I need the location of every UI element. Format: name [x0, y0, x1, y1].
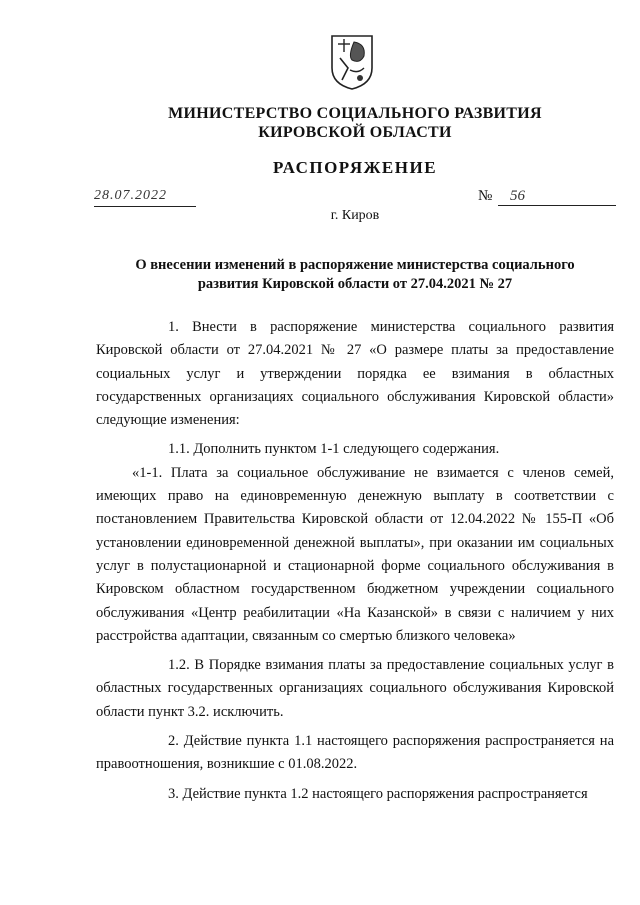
city: г. Киров: [330, 208, 380, 223]
document-number: [478, 188, 616, 208]
number-sign: №: [478, 188, 493, 204]
paragraph-2: [96, 730, 614, 777]
coat-of-arms-icon: [330, 34, 374, 90]
ministry-name-line2: КИРОВСКОЙ ОБЛАСТИ: [258, 124, 452, 141]
paragraph-number: 2.: [168, 733, 179, 750]
paragraph-text: Действие пункта 1.2 настоящего распоряжения распространяется: [182, 785, 588, 802]
ministry-name-line1: МИНИСТЕРСТВО СОЦИАЛЬНОГО РАЗВИТИЯ: [168, 105, 542, 122]
paragraph-1-2: [96, 654, 614, 724]
number-value: 56: [498, 188, 616, 206]
document-title: [100, 256, 610, 294]
document-date: 28.07.2022: [94, 188, 196, 207]
paragraph-number: 1.1.: [168, 441, 190, 458]
paragraph-text: В Порядке взимания платы за предоставление социальных услуг в областных государственных организациях социального обслуживания Кировской области пункт 3.2. исключить.: [96, 657, 615, 720]
paragraph-number: 3.: [168, 785, 179, 802]
paragraph-1: [96, 316, 614, 432]
paragraph-number: 1.: [168, 319, 179, 335]
paragraph-text: Действие пункта 1.1 настоящего распоряжения распространяется на правоотношения, возникшие с 01.08.2022.: [96, 733, 615, 773]
title-line1: О внесении изменений в распоряжение министерства социального: [135, 257, 575, 273]
paragraph-number: 1.2.: [168, 657, 190, 674]
paragraph-1-1: [96, 438, 614, 461]
paragraph-text: Внести в распоряжение министерства социального развития Кировской области от 27.04.2021 № 27 «О размере платы за предоставление социальных услуг и утверждении порядка ее взимания в областных государственных организациях социального обслуживания Кировской области» следующие изменения:: [96, 319, 614, 429]
document-body: [96, 316, 614, 806]
paragraph-text: Дополнить пунктом 1-1 следующего содержания.: [193, 441, 500, 458]
paragraph-3: [96, 783, 614, 806]
document-type: РАСПОРЯЖЕНИЕ: [272, 158, 438, 177]
paragraph-1-1-quote: «1-1. Плата за социальное обслуживание не взимается с членов семей, имеющих право на единовременную денежную выплату в соответствии с постановлением Правительства Кировской области от 12.04.2022 № 155-П «Об установлении единовременной денежной выплаты», при оказании им социальных услуг в полустационарной и стационарной форме социального обслуживания в Кировском областном государственном бюджетном учреждении социального обслуживания «Центр реабилитации «На Казанской» в связи с наличием у них расстройства адаптации, связанным со смертью близкого человека»: [96, 464, 614, 644]
title-line2: развития Кировской области от 27.04.2021 № 27: [197, 276, 513, 292]
